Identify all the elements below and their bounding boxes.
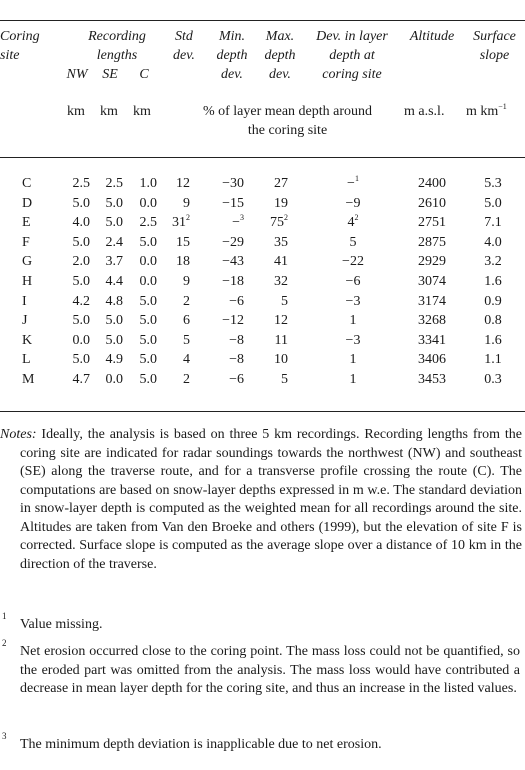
cell-alt: 2610 [418, 195, 446, 211]
cell-alt: 3074 [418, 274, 446, 289]
unit-altitude: m a.s.l. [404, 104, 445, 119]
cell-alt: 2751 [418, 215, 446, 231]
cell-std: 6 [183, 313, 190, 329]
footnote-text: Net erosion occurred close to the coring point. The mass loss could not be quantified, so the eroded part was omitted from the analysis. The mass loss would have contributed a decrease in mean layer depth for the coring site, and thus an increase in the listed values. [20, 644, 520, 696]
cell-dev: 1 [349, 313, 357, 329]
header-se: SE [102, 67, 118, 82]
cell-se: 4.8 [105, 293, 123, 309]
cell-max: 41 [274, 254, 288, 270]
cell-min: −$^3$ [232, 213, 244, 231]
cell-site: H [22, 274, 33, 289]
cell-max: 32 [274, 274, 288, 289]
cell-site: G [22, 254, 33, 270]
cell-se: 4.4 [105, 274, 123, 289]
cell-slope: 0.8 [484, 313, 502, 329]
cell-max: 35 [274, 234, 288, 250]
cell-nw: 4.0 [72, 215, 90, 231]
cell-min: −6 [229, 293, 244, 309]
cell-dev: −3 [345, 332, 361, 348]
header-coring-site: Coring site [0, 29, 40, 63]
cell-c: 5.0 [139, 234, 157, 250]
cell-site: I [22, 293, 27, 309]
cell-nw: 2.5 [72, 176, 90, 191]
cell-alt: 2875 [418, 234, 446, 250]
cell-std: 9 [183, 274, 190, 289]
cell-alt: 3341 [418, 332, 446, 348]
cell-c: 1.0 [139, 176, 157, 191]
cell-site: D [22, 195, 33, 211]
cell-nw: 5.0 [72, 234, 90, 250]
cell-min: −29 [222, 234, 244, 250]
table-top-rule [0, 20, 525, 21]
cell-alt: 3174 [418, 293, 446, 309]
footnote-mark: 1 [2, 611, 7, 621]
cell-slope: 1.6 [484, 332, 502, 348]
cell-site: J [22, 313, 28, 329]
footnote-mark: 3 [2, 731, 7, 741]
cell-max: 10 [274, 352, 288, 368]
cell-alt: 3406 [418, 352, 446, 368]
cell-slope: 0.9 [484, 293, 502, 309]
cell-dev: 1 [349, 372, 357, 387]
cell-se: 5.0 [105, 332, 123, 348]
cell-se: 5.0 [105, 313, 123, 329]
cell-dev: −3 [345, 293, 361, 309]
cell-std: 2 [183, 293, 190, 309]
cell-slope: 7.1 [484, 215, 502, 231]
cell-std: 12 [176, 176, 190, 191]
cell-min: −8 [229, 332, 244, 348]
cell-slope: 1.6 [484, 274, 502, 289]
unit-slope: m $km^{-1}$ [466, 102, 507, 119]
cell-se: 5.0 [105, 195, 123, 211]
cell-site: K [22, 332, 33, 348]
cell-nw: 2.0 [72, 254, 90, 270]
header-nw: NW [66, 67, 88, 82]
cell-slope: 3.2 [484, 254, 502, 270]
cell-c: 5.0 [139, 352, 157, 368]
cell-se: 2.4 [105, 234, 123, 250]
cell-alt: 3453 [418, 372, 446, 387]
cell-std: 15 [176, 234, 190, 250]
header-surface-slope: Surface slope [473, 29, 516, 63]
table-notes [0, 426, 522, 574]
cell-nw: 5.0 [72, 352, 90, 368]
cell-dev: −$^1$ [347, 174, 359, 191]
cell-nw: 5.0 [72, 195, 90, 211]
header-altitude: Altitude [409, 29, 455, 44]
cell-site: C [22, 176, 32, 191]
header-std-dev: Std dev. [173, 29, 195, 63]
cell-max: 19 [274, 195, 288, 211]
cell-min: −12 [222, 313, 244, 329]
cell-dev: $4^2$ [347, 213, 359, 231]
notes-text: Ideally, the analysis is based on three 5 km recordings. Recording lengths from the coring site are indicated for radar soundings towards the northwest (NW) and southeast (SE) along the traverse route, and for a transverse profile crossing the route (C). The computations are based on snow-layer depths expressed in m w.e. The standard deviation in snow-layer depth is computed as the weighted mean for all recordings around the site. Altitudes are taken from Van den Broeke and others (1999), but the elevation of site F is corrected. Surface slope is computed as the average slope over a distance of 10 km in the direction of the traverse. [20, 427, 522, 572]
cell-c: 0.0 [139, 274, 157, 289]
cell-c: 5.0 [139, 293, 157, 309]
cell-std: 5 [183, 332, 190, 348]
cell-slope: 1.1 [484, 352, 502, 368]
cell-std: 4 [183, 352, 190, 368]
table-bottom-rule [0, 411, 525, 412]
unit-km-c: km [133, 104, 151, 119]
cell-c: 5.0 [139, 372, 157, 387]
unit-km-nw: km [67, 104, 85, 119]
cell-site: F [22, 234, 30, 250]
cell-site: M [22, 372, 35, 387]
cell-c: 2.5 [139, 215, 157, 231]
cell-min: −15 [222, 195, 244, 211]
footnote-mark: 2 [2, 638, 7, 648]
cell-std: $31^2$ [172, 213, 190, 231]
cell-se: 0.0 [105, 372, 123, 387]
cell-dev: −22 [342, 254, 364, 270]
cell-std: 2 [183, 372, 190, 387]
cell-slope: 4.0 [484, 234, 502, 250]
cell-std: 18 [176, 254, 190, 270]
footnote-text: Value missing. [20, 617, 103, 632]
header-c: C [139, 67, 149, 82]
cell-dev: 1 [349, 352, 357, 368]
header-min-depth-dev: Min. depth dev. [216, 29, 248, 82]
footnote-text: The minimum depth deviation is inapplicable due to net erosion. [20, 737, 382, 752]
cell-dev: 5 [349, 234, 357, 250]
cell-max: 12 [274, 313, 288, 329]
cell-se: 2.5 [105, 176, 123, 191]
cell-max: 5 [281, 293, 288, 309]
cell-slope: 5.3 [484, 176, 502, 191]
cell-se: 4.9 [105, 352, 123, 368]
cell-max: 11 [274, 332, 288, 348]
cell-nw: 5.0 [72, 274, 90, 289]
cell-c: 0.0 [139, 195, 157, 211]
cell-min: −8 [229, 352, 244, 368]
cell-c: 0.0 [139, 254, 157, 270]
unit-km-se: km [100, 104, 118, 119]
unit-percent-layer: % of layer mean depth around the coring site [202, 104, 373, 138]
cell-min: −43 [222, 254, 244, 270]
cell-alt: 3268 [418, 313, 446, 329]
cell-nw: 5.0 [72, 313, 90, 329]
header-max-depth-dev: Max. depth dev. [264, 29, 296, 82]
header-dev-in-layer: Dev. in layer depth at coring site [316, 29, 388, 82]
cell-se: 5.0 [105, 215, 123, 231]
cell-min: −18 [222, 274, 244, 289]
header-recording-lengths: Recording lengths [88, 29, 146, 63]
cell-nw: 4.7 [72, 372, 90, 387]
cell-max: 5 [281, 372, 288, 387]
cell-site: L [22, 352, 31, 368]
cell-nw: 4.2 [72, 293, 90, 309]
cell-slope: 0.3 [484, 372, 502, 387]
cell-alt: 2400 [418, 176, 446, 191]
cell-se: 3.7 [105, 254, 123, 270]
cell-slope: 5.0 [484, 195, 502, 211]
cell-c: 5.0 [139, 332, 157, 348]
cell-alt: 2929 [418, 254, 446, 270]
cell-min: −30 [222, 176, 244, 191]
cell-min: −6 [229, 372, 244, 387]
table-header-rule [0, 157, 525, 158]
cell-c: 5.0 [139, 313, 157, 329]
cell-dev: −6 [345, 274, 361, 289]
cell-nw: 0.0 [72, 332, 90, 348]
cell-max: 27 [274, 176, 288, 191]
cell-max: $75^2$ [270, 213, 288, 231]
cell-std: 9 [183, 195, 190, 211]
cell-dev: −9 [345, 195, 361, 211]
cell-site: E [22, 215, 31, 231]
notes-label: Notes: [0, 427, 37, 442]
